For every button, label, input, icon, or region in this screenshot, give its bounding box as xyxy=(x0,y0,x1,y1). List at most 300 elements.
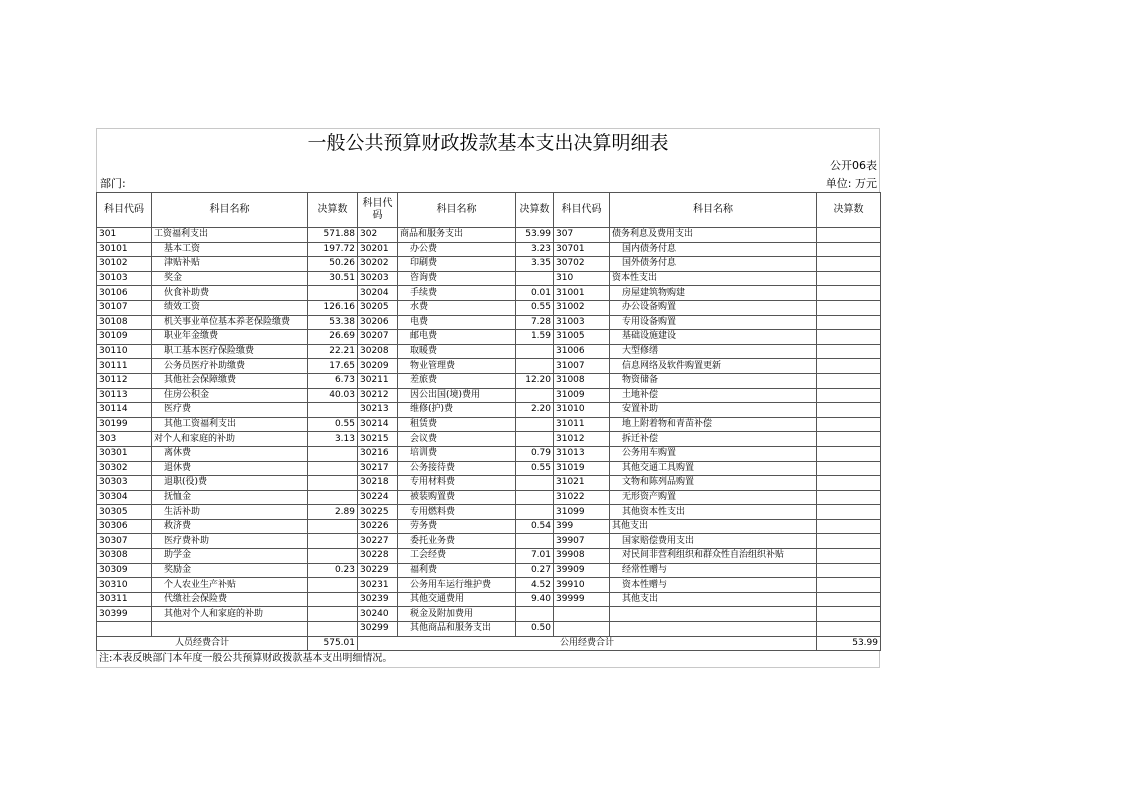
amount-cell xyxy=(308,578,358,593)
code-cell: 39909 xyxy=(554,563,610,578)
code-cell: 39999 xyxy=(554,592,610,607)
table-row xyxy=(97,403,881,418)
amount-cell xyxy=(308,461,358,476)
code-cell: 30103 xyxy=(97,271,152,286)
name-cell: 其他交通费用 xyxy=(398,592,516,607)
code-cell: 30702 xyxy=(554,257,610,272)
amount-cell xyxy=(516,388,554,403)
name-cell: 公务接待费 xyxy=(398,461,516,476)
header-cell: 科目名称 xyxy=(398,193,516,228)
name-cell: 水费 xyxy=(398,300,516,315)
amount-cell xyxy=(817,373,881,388)
table-body xyxy=(97,228,881,637)
amount-cell: 12.20 xyxy=(516,373,554,388)
name-cell: 伙食补助费 xyxy=(152,286,308,301)
header-cell: 科目代码 xyxy=(358,193,398,228)
name-cell: 专用燃料费 xyxy=(398,505,516,520)
table-row xyxy=(97,242,881,257)
name-cell: 劳务费 xyxy=(398,519,516,534)
table-row xyxy=(97,578,881,593)
amount-cell: 3.35 xyxy=(516,257,554,272)
code-cell: 39910 xyxy=(554,578,610,593)
header-cell: 决算数 xyxy=(308,193,358,228)
amount-cell xyxy=(817,549,881,564)
table-header-row xyxy=(97,193,881,228)
name-cell: 对个人和家庭的补助 xyxy=(152,432,308,447)
code-cell: 30224 xyxy=(358,490,398,505)
amount-cell xyxy=(516,476,554,491)
amount-cell: 7.01 xyxy=(516,549,554,564)
personnel-total-label: 人员经费合计 xyxy=(97,636,308,651)
name-cell: 咨询费 xyxy=(398,271,516,286)
name-cell: 商品和服务支出 xyxy=(398,228,516,243)
header-cell: 科目代码 xyxy=(97,193,152,228)
table-row xyxy=(97,622,881,637)
amount-cell xyxy=(817,534,881,549)
amount-cell: 126.16 xyxy=(308,300,358,315)
code-cell: 399 xyxy=(554,519,610,534)
name-cell: 生活补助 xyxy=(152,505,308,520)
name-cell: 医疗费 xyxy=(152,403,308,418)
code-cell: 30114 xyxy=(97,403,152,418)
name-cell: 物业管理费 xyxy=(398,359,516,374)
code-cell: 30304 xyxy=(97,490,152,505)
name-cell: 抚恤金 xyxy=(152,490,308,505)
table-row xyxy=(97,476,881,491)
code-cell: 30311 xyxy=(97,592,152,607)
header-cell: 决算数 xyxy=(817,193,881,228)
name-cell: 工会经费 xyxy=(398,549,516,564)
table-row xyxy=(97,505,881,520)
name-cell: 会议费 xyxy=(398,432,516,447)
name-cell: 安置补助 xyxy=(610,403,817,418)
code-cell: 30226 xyxy=(358,519,398,534)
name-cell: 信息网络及软件购置更新 xyxy=(610,359,817,374)
amount-cell xyxy=(308,534,358,549)
amount-cell: 26.69 xyxy=(308,330,358,345)
name-cell: 津贴补贴 xyxy=(152,257,308,272)
code-cell: 30212 xyxy=(358,388,398,403)
code-cell xyxy=(554,607,610,622)
name-cell: 维修(护)费 xyxy=(398,403,516,418)
code-cell: 31022 xyxy=(554,490,610,505)
code-cell: 30229 xyxy=(358,563,398,578)
code-cell: 30217 xyxy=(358,461,398,476)
code-cell: 30301 xyxy=(97,446,152,461)
name-cell: 房屋建筑物购建 xyxy=(610,286,817,301)
code-cell: 30701 xyxy=(554,242,610,257)
totals-row xyxy=(97,636,881,651)
code-cell: 31001 xyxy=(554,286,610,301)
code-cell: 31006 xyxy=(554,344,610,359)
header-cell: 科目名称 xyxy=(610,193,817,228)
code-cell: 30225 xyxy=(358,505,398,520)
code-cell: 31021 xyxy=(554,476,610,491)
name-cell: 文物和陈列品购置 xyxy=(610,476,817,491)
amount-cell xyxy=(308,476,358,491)
amount-cell xyxy=(817,592,881,607)
code-cell: 30227 xyxy=(358,534,398,549)
header-cell: 决算数 xyxy=(516,193,554,228)
unit-label: 单位: 万元 xyxy=(825,177,877,190)
expense-detail-table xyxy=(96,192,881,651)
name-cell: 职业年金缴费 xyxy=(152,330,308,345)
amount-cell xyxy=(308,549,358,564)
code-cell: 30109 xyxy=(97,330,152,345)
amount-cell xyxy=(516,534,554,549)
table-row xyxy=(97,417,881,432)
amount-cell xyxy=(817,257,881,272)
code-cell: 30108 xyxy=(97,315,152,330)
code-cell: 30202 xyxy=(358,257,398,272)
name-cell xyxy=(610,622,817,637)
code-cell: 39907 xyxy=(554,534,610,549)
code-cell: 30239 xyxy=(358,592,398,607)
name-cell: 公务用车运行维护费 xyxy=(398,578,516,593)
name-cell: 个人农业生产补贴 xyxy=(152,578,308,593)
amount-cell: 53.38 xyxy=(308,315,358,330)
amount-cell xyxy=(817,344,881,359)
name-cell: 培训费 xyxy=(398,446,516,461)
code-cell: 302 xyxy=(358,228,398,243)
code-cell: 30214 xyxy=(358,417,398,432)
form-code: 公开06表 xyxy=(96,157,880,175)
header-cell: 科目代码 xyxy=(554,193,610,228)
amount-cell xyxy=(817,490,881,505)
code-cell: 31008 xyxy=(554,373,610,388)
code-cell: 31007 xyxy=(554,359,610,374)
table-row xyxy=(97,490,881,505)
name-cell: 绩效工资 xyxy=(152,300,308,315)
name-cell: 奖励金 xyxy=(152,563,308,578)
name-cell: 租赁费 xyxy=(398,417,516,432)
code-cell: 30215 xyxy=(358,432,398,447)
public-total-value: 53.99 xyxy=(817,636,881,651)
name-cell: 救济费 xyxy=(152,519,308,534)
amount-cell xyxy=(308,592,358,607)
table-row xyxy=(97,228,881,243)
amount-cell xyxy=(308,622,358,637)
amount-cell xyxy=(817,417,881,432)
table-row xyxy=(97,300,881,315)
code-cell: 30110 xyxy=(97,344,152,359)
amount-cell: 17.65 xyxy=(308,359,358,374)
name-cell: 邮电费 xyxy=(398,330,516,345)
code-cell: 30101 xyxy=(97,242,152,257)
name-cell: 专用材料费 xyxy=(398,476,516,491)
table-row xyxy=(97,257,881,272)
code-cell: 30399 xyxy=(97,607,152,622)
amount-cell xyxy=(817,505,881,520)
name-cell xyxy=(152,622,308,637)
table-row xyxy=(97,607,881,622)
amount-cell xyxy=(516,344,554,359)
code-cell: 30206 xyxy=(358,315,398,330)
personnel-total-value: 575.01 xyxy=(308,636,358,651)
name-cell: 奖金 xyxy=(152,271,308,286)
name-cell: 其他支出 xyxy=(610,519,817,534)
name-cell: 土地补偿 xyxy=(610,388,817,403)
name-cell: 职工基本医疗保险缴费 xyxy=(152,344,308,359)
table-row xyxy=(97,315,881,330)
department-label: 部门: xyxy=(100,177,126,190)
amount-cell: 1.59 xyxy=(516,330,554,345)
code-cell xyxy=(554,622,610,637)
amount-cell xyxy=(817,446,881,461)
code-cell: 30240 xyxy=(358,607,398,622)
amount-cell xyxy=(817,388,881,403)
amount-cell: 6.73 xyxy=(308,373,358,388)
amount-cell xyxy=(516,432,554,447)
amount-cell xyxy=(817,519,881,534)
amount-cell xyxy=(817,578,881,593)
name-cell: 专用设备购置 xyxy=(610,315,817,330)
name-cell: 住房公积金 xyxy=(152,388,308,403)
code-cell: 30231 xyxy=(358,578,398,593)
amount-cell xyxy=(817,622,881,637)
name-cell: 对民间非营利组织和群众性自治组织补贴 xyxy=(610,549,817,564)
name-cell: 其他商品和服务支出 xyxy=(398,622,516,637)
code-cell: 30302 xyxy=(97,461,152,476)
code-cell: 30307 xyxy=(97,534,152,549)
name-cell: 代缴社会保险费 xyxy=(152,592,308,607)
name-cell: 差旅费 xyxy=(398,373,516,388)
name-cell: 其他社会保障缴费 xyxy=(152,373,308,388)
name-cell: 机关事业单位基本养老保险缴费 xyxy=(152,315,308,330)
name-cell: 其他支出 xyxy=(610,592,817,607)
amount-cell xyxy=(817,315,881,330)
code-cell: 310 xyxy=(554,271,610,286)
name-cell: 医疗费补助 xyxy=(152,534,308,549)
name-cell: 被装购置费 xyxy=(398,490,516,505)
name-cell: 基础设施建设 xyxy=(610,330,817,345)
code-cell: 301 xyxy=(97,228,152,243)
name-cell: 其他资本性支出 xyxy=(610,505,817,520)
amount-cell: 0.55 xyxy=(516,300,554,315)
table-row xyxy=(97,330,881,345)
code-cell: 30201 xyxy=(358,242,398,257)
table-row xyxy=(97,373,881,388)
amount-cell: 0.55 xyxy=(516,461,554,476)
amount-cell: 50.26 xyxy=(308,257,358,272)
amount-cell xyxy=(817,286,881,301)
amount-cell: 197.72 xyxy=(308,242,358,257)
amount-cell xyxy=(516,607,554,622)
amount-cell xyxy=(817,359,881,374)
table-row xyxy=(97,592,881,607)
name-cell: 无形资产购置 xyxy=(610,490,817,505)
amount-cell xyxy=(308,607,358,622)
name-cell: 其他工资福利支出 xyxy=(152,417,308,432)
amount-cell: 53.99 xyxy=(516,228,554,243)
table-row xyxy=(97,344,881,359)
name-cell: 工资福利支出 xyxy=(152,228,308,243)
amount-cell: 0.23 xyxy=(308,563,358,578)
amount-cell xyxy=(308,286,358,301)
code-cell: 30199 xyxy=(97,417,152,432)
name-cell: 离休费 xyxy=(152,446,308,461)
code-cell: 30112 xyxy=(97,373,152,388)
table-row xyxy=(97,549,881,564)
amount-cell xyxy=(308,490,358,505)
name-cell: 公务用车购置 xyxy=(610,446,817,461)
amount-cell: 9.40 xyxy=(516,592,554,607)
amount-cell: 0.27 xyxy=(516,563,554,578)
name-cell: 债务利息及费用支出 xyxy=(610,228,817,243)
amount-cell xyxy=(308,403,358,418)
amount-cell: 22.21 xyxy=(308,344,358,359)
code-cell xyxy=(97,622,152,637)
page-title: 一般公共预算财政拨款基本支出决算明细表 xyxy=(96,128,880,157)
footnote: 注:本表反映部门本年度一般公共预算财政拨款基本支出明细情况。 xyxy=(96,651,880,668)
table-row xyxy=(97,461,881,476)
code-cell: 31002 xyxy=(554,300,610,315)
code-cell: 30102 xyxy=(97,257,152,272)
code-cell: 30111 xyxy=(97,359,152,374)
code-cell: 30218 xyxy=(358,476,398,491)
code-cell: 303 xyxy=(97,432,152,447)
amount-cell: 2.89 xyxy=(308,505,358,520)
name-cell: 国家赔偿费用支出 xyxy=(610,534,817,549)
code-cell: 30204 xyxy=(358,286,398,301)
code-cell: 30203 xyxy=(358,271,398,286)
amount-cell: 0.50 xyxy=(516,622,554,637)
name-cell: 公务员医疗补助缴费 xyxy=(152,359,308,374)
dept-unit-row xyxy=(96,175,880,192)
name-cell: 物资储备 xyxy=(610,373,817,388)
code-cell: 31010 xyxy=(554,403,610,418)
amount-cell xyxy=(817,271,881,286)
name-cell: 国外债务付息 xyxy=(610,257,817,272)
amount-cell xyxy=(817,403,881,418)
name-cell: 拆迁补偿 xyxy=(610,432,817,447)
amount-cell: 7.28 xyxy=(516,315,554,330)
code-cell: 31099 xyxy=(554,505,610,520)
report-sheet xyxy=(96,128,880,668)
code-cell: 307 xyxy=(554,228,610,243)
amount-cell xyxy=(308,446,358,461)
amount-cell xyxy=(817,228,881,243)
code-cell: 30205 xyxy=(358,300,398,315)
amount-cell xyxy=(817,242,881,257)
code-cell: 30107 xyxy=(97,300,152,315)
code-cell: 30310 xyxy=(97,578,152,593)
table-row xyxy=(97,563,881,578)
table-row xyxy=(97,519,881,534)
amount-cell xyxy=(817,607,881,622)
amount-cell xyxy=(516,490,554,505)
table-row xyxy=(97,432,881,447)
name-cell: 经常性赠与 xyxy=(610,563,817,578)
code-cell: 30209 xyxy=(358,359,398,374)
code-cell: 30208 xyxy=(358,344,398,359)
code-cell: 31019 xyxy=(554,461,610,476)
amount-cell: 3.23 xyxy=(516,242,554,257)
code-cell: 30305 xyxy=(97,505,152,520)
table-row xyxy=(97,359,881,374)
code-cell: 30306 xyxy=(97,519,152,534)
code-cell: 30303 xyxy=(97,476,152,491)
name-cell: 其他交通工具购置 xyxy=(610,461,817,476)
code-cell: 31011 xyxy=(554,417,610,432)
code-cell: 30211 xyxy=(358,373,398,388)
code-cell: 30216 xyxy=(358,446,398,461)
name-cell: 手续费 xyxy=(398,286,516,301)
amount-cell: 0.55 xyxy=(308,417,358,432)
amount-cell: 571.88 xyxy=(308,228,358,243)
amount-cell xyxy=(516,359,554,374)
name-cell: 电费 xyxy=(398,315,516,330)
code-cell: 30113 xyxy=(97,388,152,403)
name-cell: 税金及附加费用 xyxy=(398,607,516,622)
name-cell: 取暖费 xyxy=(398,344,516,359)
amount-cell xyxy=(817,432,881,447)
amount-cell: 3.13 xyxy=(308,432,358,447)
code-cell: 31003 xyxy=(554,315,610,330)
header-cell: 科目名称 xyxy=(152,193,308,228)
name-cell: 办公费 xyxy=(398,242,516,257)
name-cell: 印刷费 xyxy=(398,257,516,272)
code-cell: 39908 xyxy=(554,549,610,564)
code-cell: 30308 xyxy=(97,549,152,564)
amount-cell: 2.20 xyxy=(516,403,554,418)
code-cell: 30299 xyxy=(358,622,398,637)
code-cell: 31005 xyxy=(554,330,610,345)
code-cell: 31012 xyxy=(554,432,610,447)
table-row xyxy=(97,286,881,301)
amount-cell xyxy=(308,519,358,534)
name-cell: 其他对个人和家庭的补助 xyxy=(152,607,308,622)
name-cell: 退休费 xyxy=(152,461,308,476)
amount-cell: 40.03 xyxy=(308,388,358,403)
code-cell: 30213 xyxy=(358,403,398,418)
name-cell: 福利费 xyxy=(398,563,516,578)
amount-cell xyxy=(817,330,881,345)
code-cell: 31013 xyxy=(554,446,610,461)
amount-cell: 0.54 xyxy=(516,519,554,534)
public-total-label: 公用经费合计 xyxy=(358,636,817,651)
name-cell: 基本工资 xyxy=(152,242,308,257)
code-cell: 30309 xyxy=(97,563,152,578)
amount-cell xyxy=(817,563,881,578)
name-cell: 资本性赠与 xyxy=(610,578,817,593)
code-cell: 30106 xyxy=(97,286,152,301)
code-cell: 30207 xyxy=(358,330,398,345)
name-cell: 资本性支出 xyxy=(610,271,817,286)
amount-cell xyxy=(516,271,554,286)
table-row xyxy=(97,388,881,403)
name-cell: 国内债务付息 xyxy=(610,242,817,257)
code-cell: 30228 xyxy=(358,549,398,564)
table-row xyxy=(97,446,881,461)
amount-cell: 4.52 xyxy=(516,578,554,593)
amount-cell: 30.51 xyxy=(308,271,358,286)
name-cell: 办公设备购置 xyxy=(610,300,817,315)
name-cell xyxy=(610,607,817,622)
table-row xyxy=(97,271,881,286)
amount-cell: 0.79 xyxy=(516,446,554,461)
name-cell: 地上附着物和青苗补偿 xyxy=(610,417,817,432)
name-cell: 委托业务费 xyxy=(398,534,516,549)
name-cell: 大型修缮 xyxy=(610,344,817,359)
amount-cell: 0.01 xyxy=(516,286,554,301)
amount-cell xyxy=(817,476,881,491)
amount-cell xyxy=(516,505,554,520)
name-cell: 退职(役)费 xyxy=(152,476,308,491)
name-cell: 因公出国(境)费用 xyxy=(398,388,516,403)
name-cell: 助学金 xyxy=(152,549,308,564)
amount-cell xyxy=(817,461,881,476)
